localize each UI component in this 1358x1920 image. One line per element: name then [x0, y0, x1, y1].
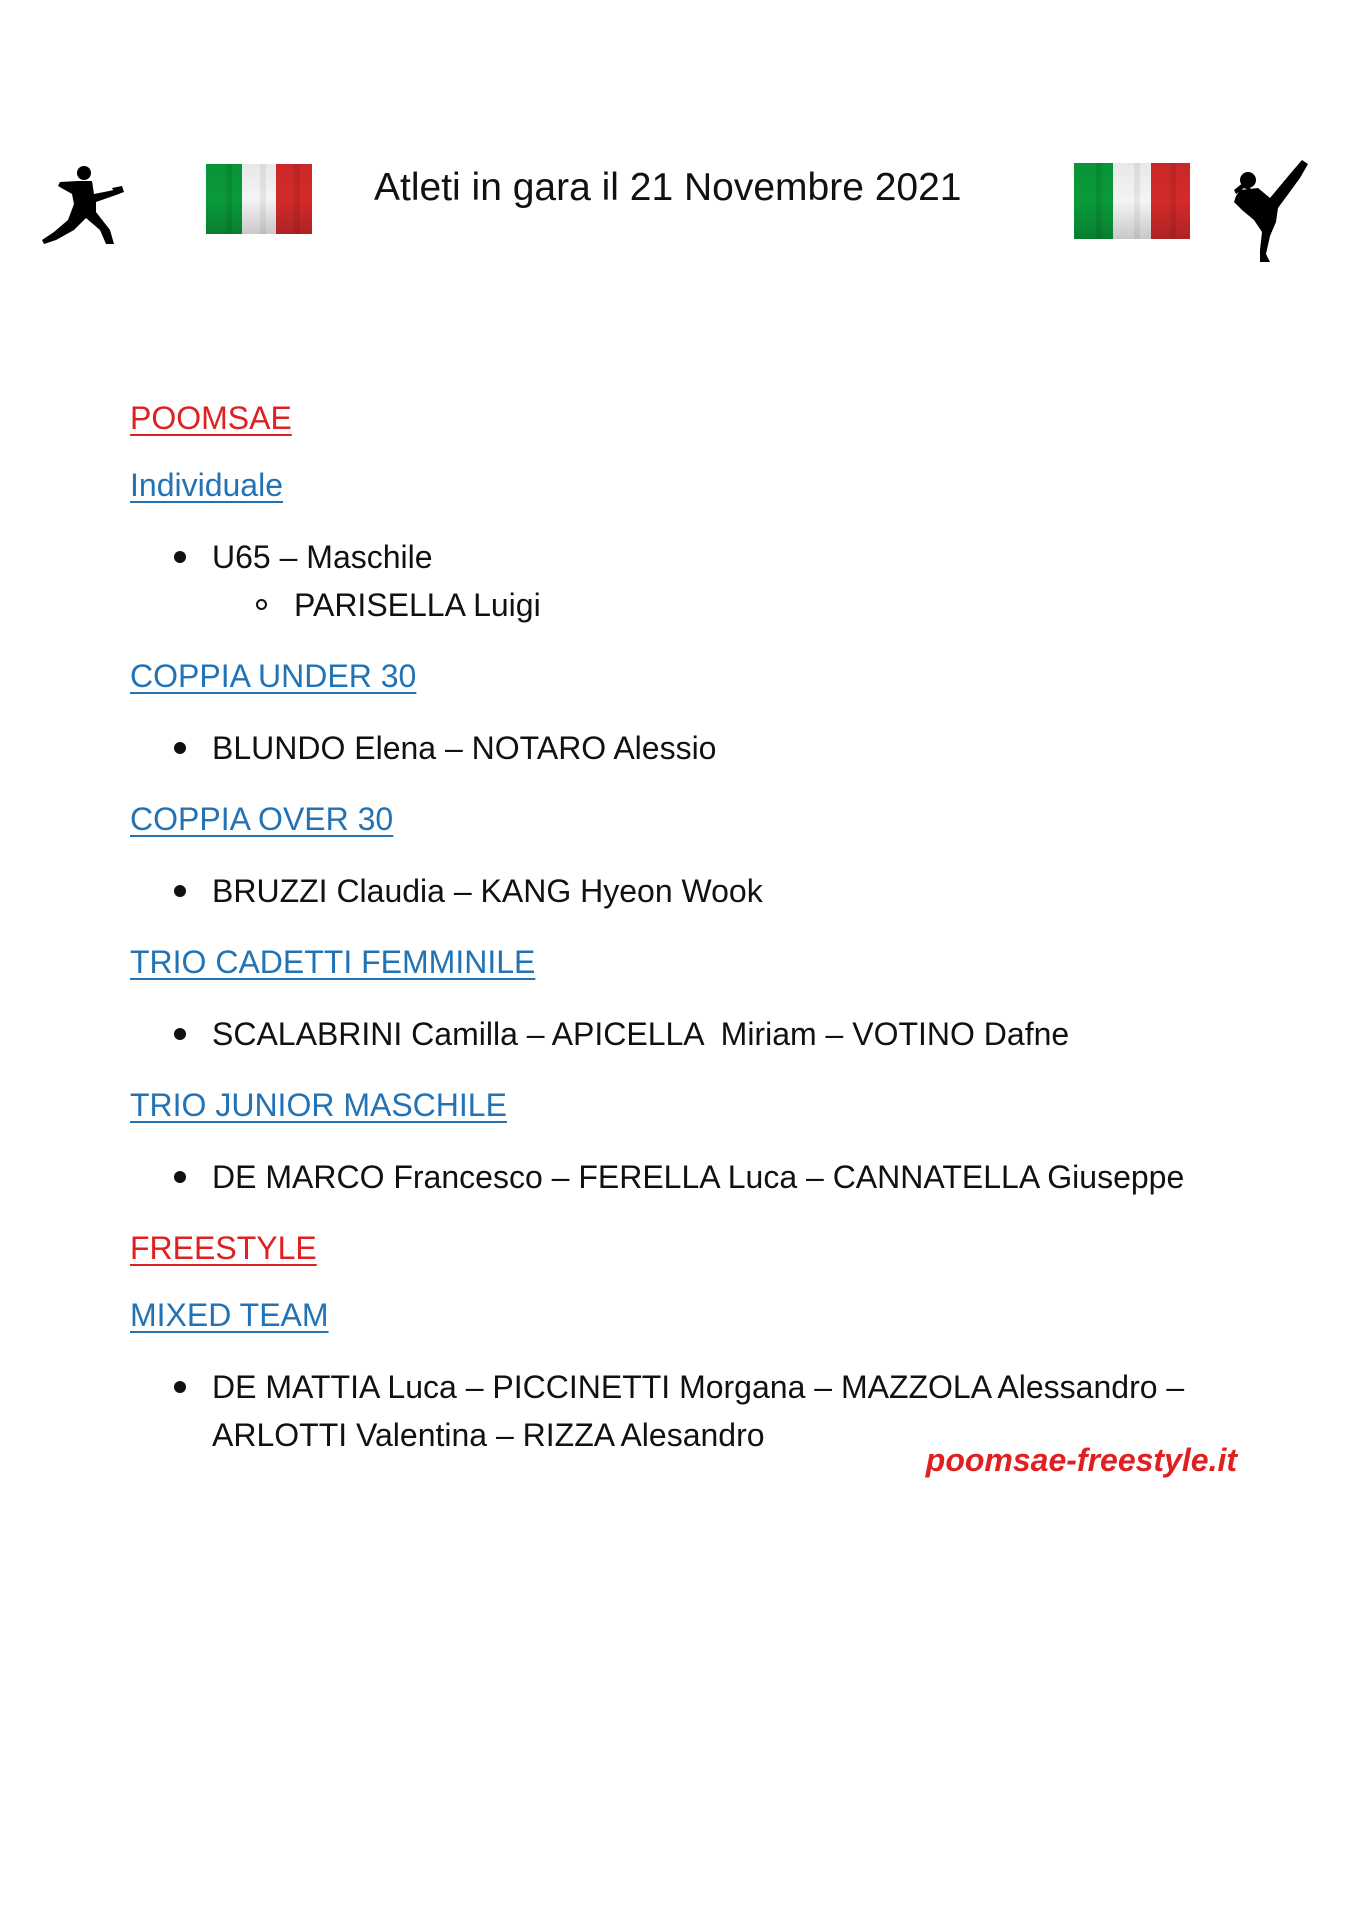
martial-artist-stance-icon: [38, 164, 130, 248]
section-heading-freestyle: FREESTYLE: [130, 1230, 317, 1266]
page-title: Atleti in gara il 21 Novembre 2021: [374, 166, 962, 209]
category-heading-mixed-team: MIXED TEAM: [130, 1297, 329, 1333]
category-heading-coppia-under-30: COPPIA UNDER 30: [130, 658, 417, 694]
trio-cadetti-list: [130, 1010, 1230, 1058]
u65-athletes: [212, 581, 1230, 629]
italian-flag-icon: [206, 164, 312, 234]
category-heading-coppia-over-30: COPPIA OVER 30: [130, 801, 394, 837]
coppia-under-30-list: [130, 724, 1230, 772]
category-heading-trio-junior-maschile: TRIO JUNIOR MASCHILE: [130, 1087, 507, 1123]
individuale-list: [130, 533, 1230, 629]
italian-flag-icon: [1074, 163, 1190, 239]
list-item: PARISELLA Luigi: [130, 581, 1230, 629]
martial-artist-kick-icon: [1230, 158, 1310, 264]
coppia-over-30-list: [130, 867, 1230, 915]
list-item: SCALABRINI Camilla – APICELLA Miriam – VOTINO Dafne: [130, 1010, 1230, 1058]
section-heading-poomsae: POOMSAE: [130, 400, 292, 436]
athlete-list: [130, 398, 1230, 1459]
header: [0, 0, 1358, 290]
trio-junior-list: [130, 1153, 1230, 1201]
website-link[interactable]: poomsae-freestyle.it: [925, 1442, 1237, 1478]
category-heading-individuale: Individuale: [130, 467, 283, 503]
category-label-u65: U65 – Maschile: [212, 539, 433, 575]
list-item: DE MATTIA Luca – PICCINETTI Morgana – MAZZOLA Alessandro – ARLOTTI Valentina – RIZZA Alesandro: [130, 1363, 1232, 1459]
list-item: BRUZZI Claudia – KANG Hyeon Wook: [130, 867, 1230, 915]
list-item: BLUNDO Elena – NOTARO Alessio: [130, 724, 1230, 772]
category-heading-trio-cadetti-femminile: TRIO CADETTI FEMMINILE: [130, 944, 536, 980]
list-item: DE MARCO Francesco – FERELLA Luca – CANNATELLA Giuseppe: [130, 1153, 1230, 1201]
list-item: [130, 533, 1230, 629]
